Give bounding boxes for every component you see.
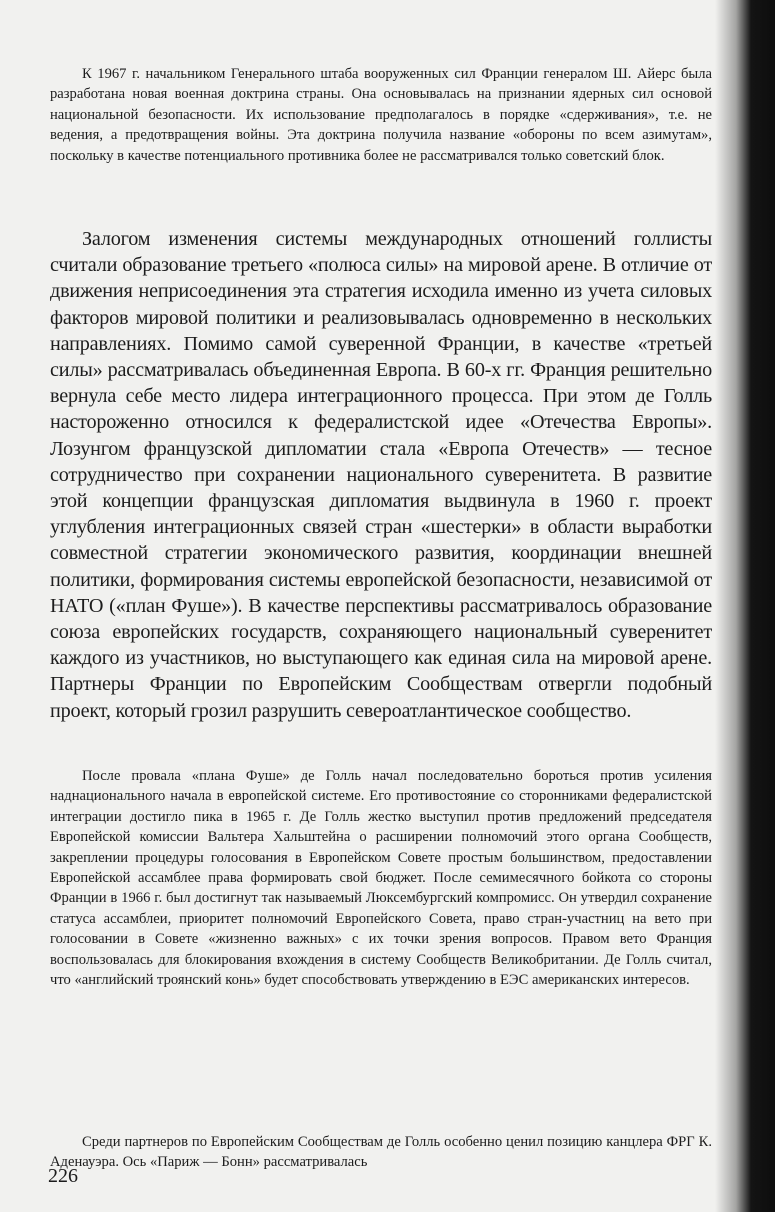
- paragraph-third-pole: Залогом изменения системы международных отношений голлисты считали образование третьего «полюса силы» на мировой арене. В отличие от движения неприсоединения эта стратегия исходила именно из учета силовых факторов мировой политики и реализовывалась одновременно в нескольких направлениях. Помимо самой суверенной Франции, в качестве «третьей силы» рассматривалась объединенная Европа. В 60-х гг. Франция решительно вернула себе место лидера интеграционного процесса. При этом де Голль настороженно относился к федералистской идее «Отечества Европы». Лозунгом французской дипломатии стала «Европа Отечеств» — тесное сотрудничество при сохранении национального суверенитета. В развитие этой концепции французская дипломатия выдвинула в 1960 г. проект углубления интеграционных связей стран «шестерки» в области выработки совместной стратегии экономического развития, координации внешней политики, формирования системы европейской безопасности, независимой от НАТО («план Фуше»). В качестве перспективы рассматривалось образование союза европейских государств, сохраняющего национальный суверенитет каждого из участников, но выступающего как единая сила на мировой арене. Партнеры Франции по Европейским Сообществам отвергли подобный проект, который грозил разрушить североатлантическое сообщество.: [50, 228, 712, 722]
- paragraph-adenauer: Среди партнеров по Европейским Сообществам де Голль особенно ценил позицию канцлера ФРГ К. Аденауэра. Ось «Париж — Бонн» рассматривалась: [50, 1134, 712, 1171]
- paragraph-doctrine: К 1967 г. начальником Генерального штаба вооруженных сил Франции генералом Ш. Айерс была разработана новая военная доктрина страны. Она основывалась на признании ядерных сил основой национальной безопасности. Их использование предполагалось в порядке «сдерживания», т.е. не ведения, а предотвращения войны. Эта доктрина получила название «обороны по всем азимутам», поскольку в качестве потенциального противника более не рассматривался только советский блок.: [50, 66, 712, 164]
- page-number: 226: [48, 1165, 78, 1187]
- scan-shadow-edge: [715, 0, 775, 1212]
- paragraph-fouchet-plan-failure: После провала «плана Фуше» де Голль начал последовательно бороться против усиления наднационального начала в европейской системе. Его противостояние со сторонниками федералистской интеграции достигло пика в 1965 г. Де Голль жестко выступил против предложений председателя Европейской комиссии Вальтера Хальштейна о расширении полномочий этого органа Сообществ, закреплении процедуры голосования в Европейском Совете простым большинством, предоставлении Европейской ассамблее права формировать свой бюджет. После семимесячного бойкота со стороны Франции в 1966 г. был достигнут так называемый Люксембургский компромисс. Он утвердил сохранение статуса ассамблеи, приоритет полномочий Европейского Совета, право стран-участниц на вето при голосовании в Совете «жизненно важных» с их точки зрения вопросов. Правом вето Франция воспользовалась для блокирования вхождения в систему Сообществ Великобритании. Де Голль считал, что «английский троянский конь» будет способствовать утверждению в ЕЭС американских интересов.: [50, 768, 712, 989]
